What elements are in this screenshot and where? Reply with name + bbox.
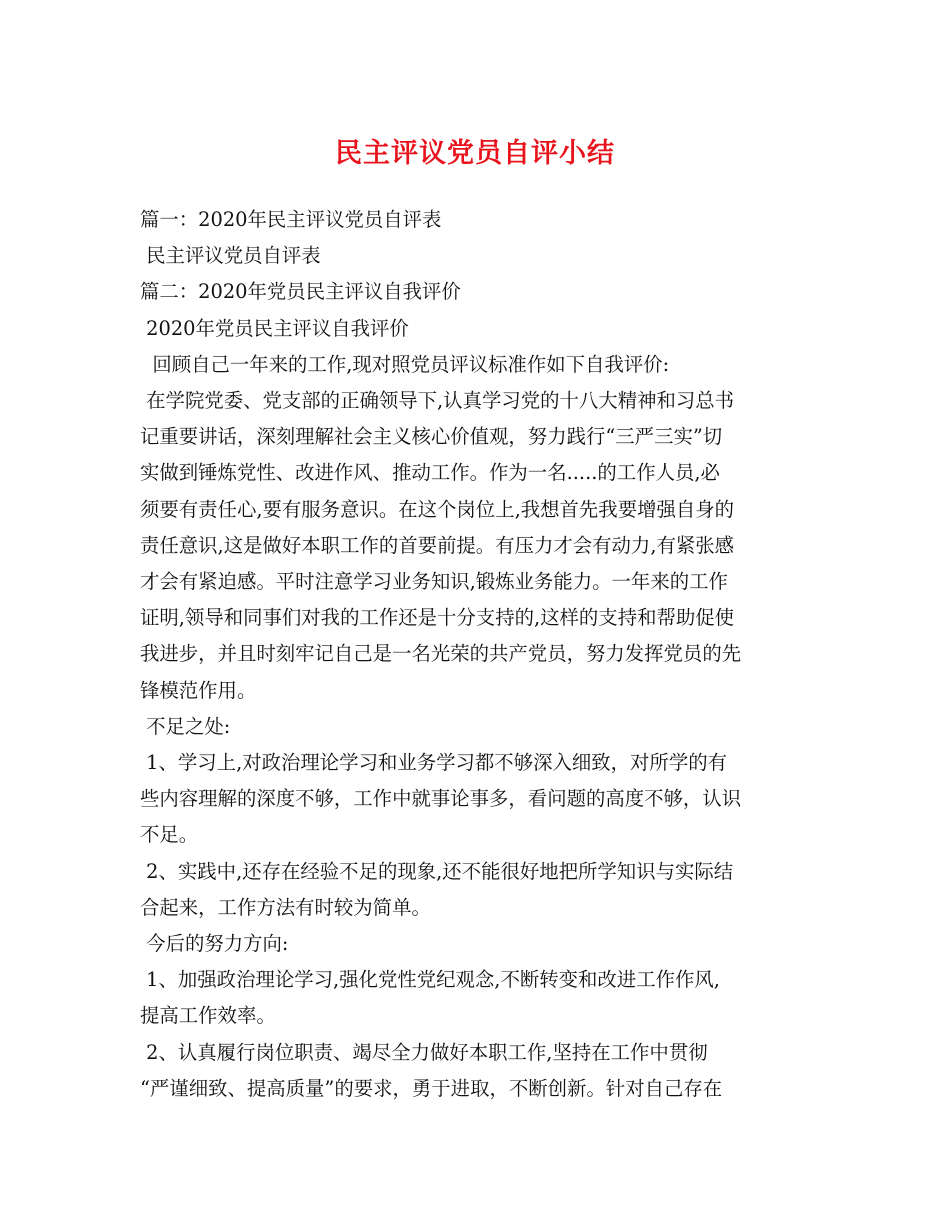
text-line: 须要有责任心,要有服务意识。在这个岗位上,我想首先我要增强自身的: [140, 497, 735, 521]
text-line: 不足。: [140, 823, 199, 847]
paragraph-8: [140, 745, 816, 854]
text-line: 2、实践中,还存在经验不足的现象,还不能很好地把所学知识与实际结: [140, 859, 734, 883]
text-line: 些内容理解的深度不够，工作中就事论事多，看问题的高度不够，认识: [140, 787, 742, 811]
paragraph-10: [140, 926, 816, 962]
paragraph-12: [140, 1035, 816, 1107]
document-body: [140, 202, 816, 1107]
text-line: 才会有紧迫感。平时注意学习业务知识,锻炼业务能力。一年来的工作: [140, 570, 728, 594]
paragraph-3: [140, 274, 816, 310]
text-line: 实做到锤炼党性、改进作风、推动工作。作为一名.....的工作人员,必: [140, 461, 720, 485]
text-line: “严谨细致、提高质量”的要求，勇于进取，不断创新。针对自己存在: [140, 1076, 723, 1100]
text-line: 篇二：2020年党员民主评议自我评价: [140, 280, 461, 304]
text-line: 记重要讲话，深刻理解社会主义核心价值观，努力践行“三严三实”切: [140, 425, 723, 449]
text-line: 证明,领导和同事们对我的工作还是十分支持的,这样的支持和帮助促使: [140, 606, 735, 630]
paragraph-4: [140, 311, 816, 347]
text-line: 提高工作效率。: [140, 1004, 276, 1028]
paragraph-7: [140, 709, 816, 745]
paragraph-5: [140, 347, 816, 383]
text-line: 民主评议党员自评表: [140, 244, 321, 268]
text-line: 锋模范作用。: [140, 678, 257, 702]
paragraph-2: [140, 238, 816, 274]
text-line: 今后的努力方向:: [140, 932, 289, 956]
text-line: 篇一：2020年民主评议党员自评表: [140, 208, 442, 231]
paragraph-6: [140, 383, 816, 709]
paragraph-1: [140, 202, 816, 238]
text-line: 2、认真履行岗位职责、竭尽全力做好本职工作,坚持在工作中贯彻: [140, 1040, 708, 1064]
text-line: 不足之处:: [140, 714, 231, 738]
text-line: 我进步，并且时刻牢记自己是一名光荣的共产党员，努力发挥党员的先: [140, 642, 742, 666]
text-line: 合起来，工作方法有时较为简单。: [140, 895, 431, 919]
text-line: 1、加强政治理论学习,强化党性党纪观念,不断转变和改进工作作风,: [140, 968, 720, 992]
text-line: 2020年党员民主评议自我评价: [140, 316, 409, 340]
paragraph-11: [140, 962, 816, 1034]
text-line: 在学院党委、党支部的正确领导下,认真学习党的十八大精神和习总书: [140, 389, 735, 413]
paragraph-9: [140, 854, 816, 926]
text-line: 1、学习上,对政治理论学习和业务学习都不够深入细致，对所学的有: [140, 751, 727, 775]
text-line: 责任意识,这是做好本职工作的首要前提。有压力才会有动力,有紧张感: [140, 533, 735, 557]
text-line: 回顾自己一年来的工作,现对照党员评议标准作如下自我评价:: [140, 352, 670, 376]
document-title: 民主评议党员自评小结: [335, 138, 615, 169]
